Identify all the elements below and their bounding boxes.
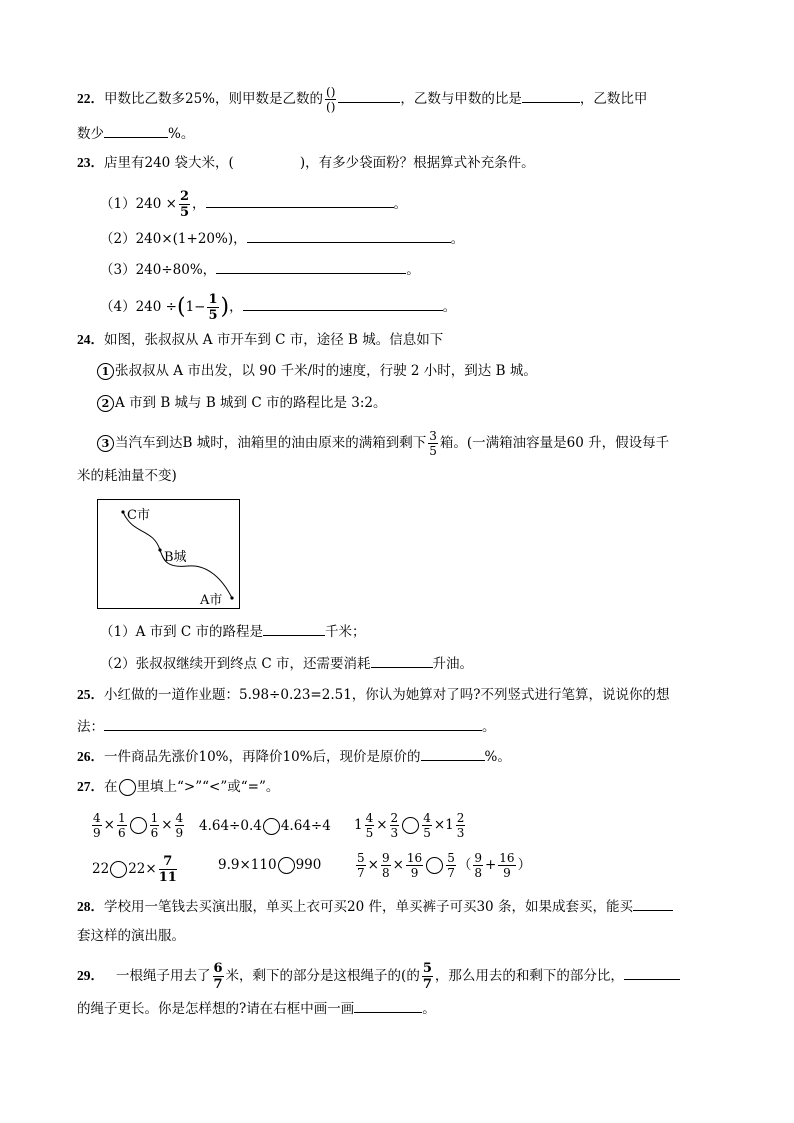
q29-line2: 的绳子更长。你是怎样想的?请在右框中画一画 。 (77, 998, 436, 1019)
compare-circle[interactable] (263, 818, 280, 835)
q26-line: 26．一件商品先涨价10%，再降价10%后，现价是原价的 %。 (77, 746, 511, 767)
q24-sub1: （1）A 市到 C 市的路程是 千米； (100, 621, 366, 642)
q25-line2: 法： 。 (77, 716, 496, 737)
compare-circle[interactable] (402, 817, 419, 834)
city-c-label: C市 (127, 508, 150, 523)
fraction-placeholder: $\frac{()}{()}$ (326, 85, 336, 114)
answer-blank[interactable] (104, 716, 482, 731)
answer-blank[interactable] (206, 193, 394, 208)
q23-sub4: （4）240 ÷(1− $\frac{1}{5}$ )， 。 (100, 292, 457, 323)
q24-info3: 3 当汽车到达B 城时，油箱里的油由原来的满箱到剩下 $\frac{3}{5}$ 箱。(一满箱油容量是60 升，假设每千 (97, 430, 669, 457)
route-map (97, 499, 240, 609)
q24-info3-cont: 米的耗油量不变) (77, 468, 177, 484)
q28-line1: 28．学校用一笔钱去买演出服，单买上衣可买20 件，单买裤子可买30 条，如果成套买，能买 (77, 896, 673, 917)
circled-number: 3 (97, 435, 114, 452)
q28-line2: 套这样的演出服。 (77, 928, 185, 944)
answer-blank[interactable] (633, 896, 673, 911)
compare-circle[interactable] (278, 857, 295, 874)
q29-line1: 29． 一根绳子用去了 $\frac{6}{7}$ 米，剩下的部分是这根绳子的(的 $\frac{5}{7}$ ，那么用去的和剩下的部分比， (77, 962, 680, 991)
compare-circle (119, 779, 136, 796)
answer-blank[interactable] (522, 88, 580, 103)
answer-blank[interactable] (421, 746, 485, 761)
q24-intro: 24．如图，张叔叔从 A 市开车到 C 市，途径 B 城。信息如下 (77, 332, 444, 348)
question-number: 22． (77, 91, 104, 106)
q24-info2: 2 A 市到 B 城与 B 城到 C 市的路程比是 3:2。 (97, 393, 386, 413)
q22-line2: 数少 %。 (77, 123, 194, 144)
q23-sub3: （3）240÷80%， 。 (100, 259, 420, 280)
answer-blank[interactable] (624, 965, 680, 980)
answer-blank[interactable] (247, 228, 451, 243)
answer-blank[interactable] (354, 998, 422, 1013)
answer-blank[interactable] (338, 88, 400, 103)
q24-info1: 1 张叔叔从 A 市出发，以 90 千米/时的速度，行驶 2 小时，到达 B 城。 (97, 361, 537, 381)
fraction: $\frac{3}{5}$ (429, 429, 437, 458)
q22-text: 甲数比乙数多25%，则甲数是乙数的 (104, 91, 324, 107)
q27-line: 27．在 里填上“>”“<”或“=”。 (77, 779, 280, 795)
city-a-label: A市 (200, 593, 223, 608)
q27-expr-1a: $\frac{4}{9}$ × $\frac{1}{6}$ $\frac{1}{6}$ × $\frac{4}{9}$ (93, 811, 184, 840)
fraction: $\frac{1}{5}$ (208, 292, 218, 323)
circled-number: 2 (97, 395, 114, 412)
q27-expr-1b: 4.64÷0.4 4.64÷4 (199, 818, 331, 834)
compare-circle[interactable] (110, 861, 127, 878)
q23-sub1: （1）240 × $\frac{2}{5}$ ， 。 (100, 189, 408, 220)
q27-expr-2a: 22 22× $\frac{7}{11}$ (92, 854, 177, 885)
answer-blank[interactable] (243, 296, 443, 311)
q27-expr-2c: $\frac{5}{7}$ × $\frac{9}{8}$ × $\frac{16}{9}$ $\frac{5}{7}$ （ $\frac{9}{8}$ + $\frac{16}{9}$ ） (357, 851, 532, 880)
circled-number: 1 (97, 363, 114, 380)
q24-sub2: （2）张叔叔继续开到终点 C 市，还需要消耗 升油。 (100, 653, 473, 674)
answer-blank[interactable] (263, 621, 325, 636)
q23-line: 23．店里有240 袋大米，( )，有多少袋面粉？根据算式补充条件。 (77, 155, 535, 171)
q27-expr-1c: 1 $\frac{4}{5}$ × $\frac{2}{3}$ $\frac{4}{5}$ ×1 $\frac{2}{3}$ (354, 811, 465, 840)
q22-line1: 22．甲数比乙数多25%，则甲数是乙数的 $\frac{()}{()}$ ，乙数与甲数的比是 ，乙数比甲 (77, 85, 648, 114)
compare-circle[interactable] (426, 857, 443, 874)
answer-blank[interactable] (216, 259, 406, 274)
answer-blank[interactable] (371, 653, 433, 668)
q25-line1: 25．小红做的一道作业题：5.98÷0.23=2.51，你认为她算对了吗?不列竖式进行笔算，说说你的想 (77, 687, 670, 703)
q27-expr-2b: 9.9×110 990 (218, 857, 322, 873)
compare-circle[interactable] (130, 817, 147, 834)
q23-sub2: （2）240×(1+20%)， 。 (100, 228, 464, 249)
city-b-label: B城 (164, 550, 187, 565)
fraction: $\frac{2}{5}$ (179, 189, 190, 220)
answer-blank[interactable] (104, 123, 168, 138)
